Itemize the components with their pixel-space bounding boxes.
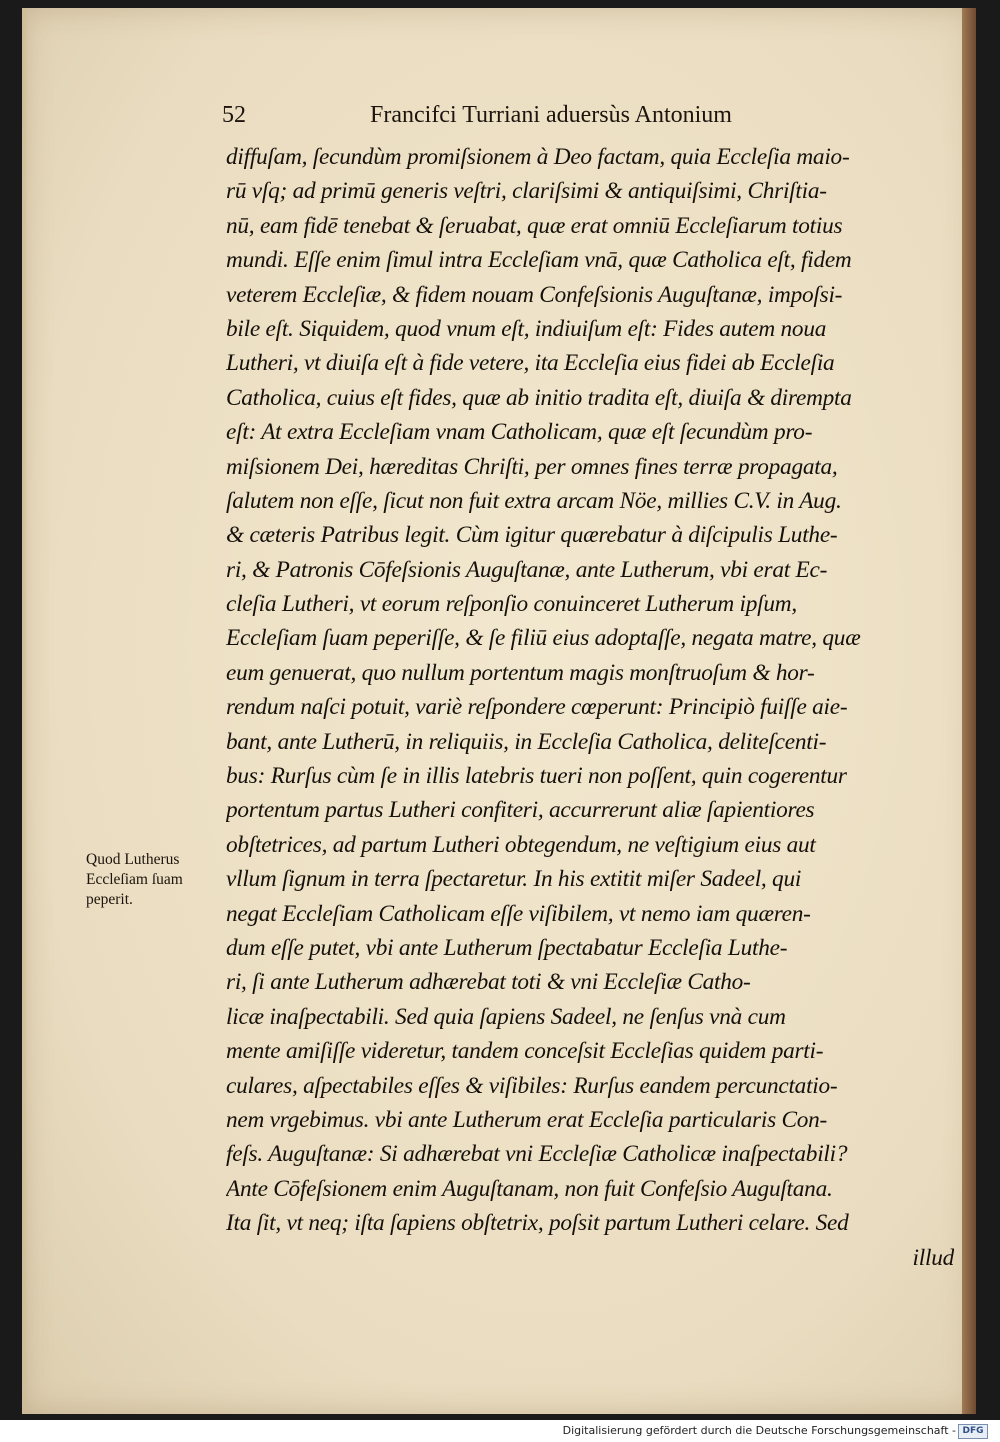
text-line: Catholica, cuius eſt fides, quæ ab initio tradita eſt, diuiſa & dirempta (226, 384, 852, 411)
text-line: Ante Cōfeſsionem enim Auguſtanam, non fuit Confeſsio Auguſtana. (226, 1175, 833, 1202)
text-line: rendum naſci potuit, variè reſpondere cœperunt: Principiò fuiſſe aie- (226, 694, 848, 721)
text-line: ri, & Patronis Cōfeſsionis Auguſtanæ, ante Lutherum, vbi erat Ec- (226, 556, 828, 583)
text-line: Lutheri, vt diuiſa eſt à fide vetere, ita Eccleſia eius fidei ab Eccleſia (226, 350, 835, 377)
text-line: feſs. Auguſtanæ: Si adhærebat vni Eccleſiæ Catholicæ inaſpectabili? (226, 1141, 848, 1168)
margin-note (86, 850, 226, 910)
text-line: vllum ſignum in terra ſpectaretur. In his extitit miſer Sadeel, qui (226, 866, 802, 893)
text-line: dum eſſe putet, vbi ante Lutherum ſpectabatur Eccleſia Luthe- (226, 934, 788, 961)
text-line: bus: Rurſus cùm ſe in illis latebris tueri non poſſent, quin cogerentur (226, 763, 847, 790)
footer-bar (0, 1420, 1000, 1442)
margin-note-line: Quod Lutherus (86, 851, 180, 868)
text-line: cleſia Lutheri, vt eorum reſponſio conuinceret Lutherum ipſum, (226, 591, 797, 618)
text-line: negat Eccleſiam Catholicam eſſe viſibilem, vt nemo iam quæren- (226, 900, 811, 927)
text-line: portentum partus Lutheri confiteri, accurrerunt aliæ ſapientiores (226, 797, 815, 824)
text-line: diffuſam, ſecundùm promiſsionem à Deo factam, quia Eccleſia maio- (226, 144, 850, 170)
text-line: ri, ſi ante Lutherum adhærebat toti & vni Eccleſiæ Catho- (226, 969, 751, 996)
page-number: 52 (222, 102, 246, 128)
dfg-logo: DFG (958, 1424, 988, 1439)
body-text (226, 140, 954, 1275)
text-line: mente amiſiſſe videretur, tandem conceſsit Eccleſias quidem parti- (226, 1038, 824, 1065)
text-line: bant, ante Lutherū, in reliquiis, in Eccleſia Catholica, delitеſcenti- (226, 728, 827, 755)
running-title: Francifci Turriani aduersùs Antonium (370, 102, 732, 128)
text-line: rū vſq; ad primū generis veſtri, clariſsimi & antiquiſsimi, Chriſtia- (226, 178, 827, 205)
text-line: culares, aſpectabiles eſſes & viſibiles: Rurſus eandem percunctatio- (226, 1072, 838, 1099)
page-header (222, 100, 800, 136)
text-line: ſalutem non eſſe, ſicut non fuit extra arcam Nöe, millies C.V. in Aug. (226, 487, 842, 514)
text-line: obſtetrices, ad partum Lutheri obtegendum, ne veſtigium eius aut (226, 831, 816, 858)
text-line: Eccleſiam ſuam peperiſſe, & ſe filiū eius adoptaſſe, negata matre, quæ (226, 625, 861, 652)
text-line: licæ inaſpectabili. Sed quia ſapiens Sadeel, ne ſenſus vnà cum (226, 1003, 786, 1030)
text-line: & cæteris Patribus legit. Cùm igitur quærebatur à diſcipulis Luthe- (226, 522, 838, 549)
text-line: bile eſt. Siquidem, quod vnum eſt, indiuiſum eſt: Fides autem noua (226, 315, 827, 342)
text-line: Ita ſit, vt neq; iſta ſapiens obſtetrix, poſsit partum Lutheri celare. Sed (226, 1210, 849, 1237)
page-edge (962, 8, 976, 1414)
funding-credit: Digitalisierung gefördert durch die Deutsche Forschungsgemeinschaft - (562, 1424, 956, 1437)
margin-note-line: Eccleſiam ſuam (86, 871, 183, 888)
text-line: mundi. Eſſe enim ſimul intra Eccleſiam vnā, quæ Catholica eſt, fidem (226, 247, 852, 274)
text-line: nū, eam fidē tenebat & ſeruabat, quæ erat omniū Eccleſiarum totius (226, 212, 843, 239)
text-line: eum genuerat, quo nullum portentum magis monſtruoſum & hor- (226, 659, 815, 686)
text-line: miſsionem Dei, hæreditas Chriſti, per omnes fines terræ propagata, (226, 453, 838, 480)
text-line: veterem Eccleſiæ, & fidem nouam Confeſsionis Auguſtanæ, impoſsi- (226, 281, 843, 308)
text-line: nem vrgebimus. vbi ante Lutherum erat Eccleſia particularis Con- (226, 1106, 828, 1133)
catchword: illud (912, 1244, 954, 1271)
text-line: eſt: At extra Eccleſiam vnam Catholicam, quæ eſt ſecundùm pro- (226, 419, 813, 446)
margin-note-line: peperit. (86, 891, 133, 908)
page-gutter (22, 8, 28, 1414)
